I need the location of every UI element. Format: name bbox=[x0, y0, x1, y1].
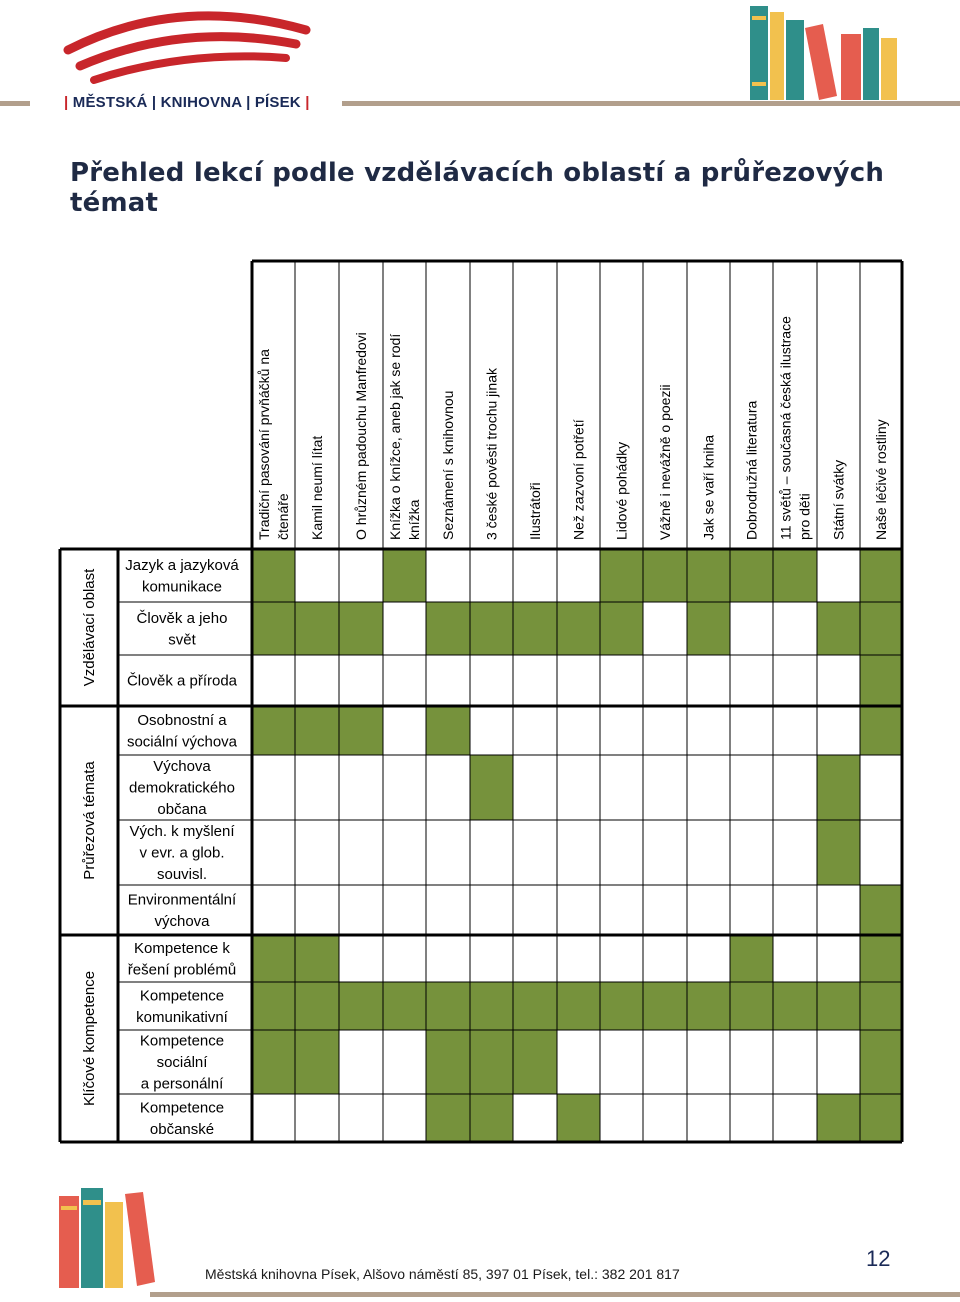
row-label: Kompetence komunikativní bbox=[136, 987, 228, 1026]
cell-checked bbox=[600, 602, 643, 655]
cell-checked bbox=[295, 602, 339, 655]
cell-checked bbox=[600, 982, 643, 1030]
column-header: Tradiční pasování prvňáčků na čtenáře bbox=[256, 349, 291, 540]
cell-checked bbox=[860, 885, 902, 935]
footer-books-icon bbox=[55, 1182, 165, 1290]
cell-checked bbox=[687, 602, 730, 655]
cell-checked bbox=[687, 549, 730, 602]
column-header: Než zazvoní potřetí bbox=[570, 419, 587, 540]
brand-name: | MĚSTSKÁ | KNIHOVNA | PÍSEK | bbox=[64, 94, 310, 111]
column-header: Jak se vaří kniha bbox=[700, 434, 717, 540]
cell-checked bbox=[600, 549, 643, 602]
cell-checked bbox=[860, 602, 902, 655]
cell-checked bbox=[383, 549, 426, 602]
row-label: Jazyk a jazyková komunikace bbox=[125, 556, 239, 596]
column-header: Vážně i nevážně o poezii bbox=[657, 384, 673, 540]
footer-rule bbox=[150, 1292, 960, 1297]
cell-checked bbox=[295, 935, 339, 982]
cell-checked bbox=[773, 982, 817, 1030]
cell-checked bbox=[730, 549, 773, 602]
cell-checked bbox=[252, 549, 295, 602]
cell-checked bbox=[339, 982, 383, 1030]
cell-checked bbox=[817, 755, 860, 820]
cell-checked bbox=[773, 549, 817, 602]
cell-checked bbox=[557, 982, 600, 1030]
cell-checked bbox=[470, 982, 513, 1030]
cell-checked bbox=[557, 1094, 600, 1142]
cell-checked bbox=[252, 935, 295, 982]
cell-checked bbox=[730, 935, 773, 982]
cell-checked bbox=[860, 549, 902, 602]
brand-text: MĚSTSKÁ | KNIHOVNA | PÍSEK bbox=[72, 94, 301, 111]
cell-checked bbox=[643, 549, 687, 602]
cell-checked bbox=[470, 1030, 513, 1094]
cell-checked bbox=[426, 982, 470, 1030]
row-label: Člověk a příroda bbox=[126, 672, 238, 690]
footer-address: Městská knihovna Písek, Alšovo náměstí 85, 397 01 Písek, tel.: 382 201 817 bbox=[205, 1266, 680, 1282]
cell-checked bbox=[513, 602, 557, 655]
group-label: Klíčové kompetence bbox=[81, 970, 98, 1107]
column-header: Knížka o knížce, aneb jak se rodí knížka bbox=[387, 333, 422, 540]
row-label: Člověk a jeho svět bbox=[136, 609, 228, 649]
cell-checked bbox=[860, 655, 902, 706]
cell-checked bbox=[817, 820, 860, 885]
cell-checked bbox=[426, 1030, 470, 1094]
cell-checked bbox=[643, 982, 687, 1030]
cell-checked bbox=[860, 1094, 902, 1142]
cell-checked bbox=[426, 706, 470, 755]
cell-checked bbox=[426, 1094, 470, 1142]
cell-checked bbox=[252, 1030, 295, 1094]
row-label: Výchova demokratického občana bbox=[129, 758, 235, 818]
cell-checked bbox=[687, 982, 730, 1030]
group-label: Vzdělávací oblast bbox=[81, 568, 98, 687]
cell-checked bbox=[426, 602, 470, 655]
row-label: Vých. k myšlení v evr. a glob. souvisl. bbox=[129, 823, 235, 883]
row-label: Kompetence sociální a personální bbox=[139, 1032, 225, 1093]
column-header: 11 světů – současná česká ilustrace pro děti bbox=[777, 316, 813, 540]
cell-checked bbox=[252, 602, 295, 655]
column-header: Naše léčivé rostliny bbox=[873, 419, 889, 540]
cell-checked bbox=[339, 602, 383, 655]
cell-checked bbox=[817, 982, 860, 1030]
cell-checked bbox=[339, 706, 383, 755]
cell-checked bbox=[860, 982, 902, 1030]
cell-checked bbox=[817, 602, 860, 655]
column-header: Ilustrátoři bbox=[527, 482, 543, 540]
cell-checked bbox=[383, 982, 426, 1030]
cell-checked bbox=[252, 982, 295, 1030]
column-header: 3 české pověsti trochu jinak bbox=[483, 368, 500, 540]
cell-checked bbox=[470, 602, 513, 655]
column-header: O hrůzném padouchu Manfredovi bbox=[353, 332, 369, 540]
cell-checked bbox=[860, 706, 902, 755]
column-header: Kamil neumí lítat bbox=[309, 435, 325, 540]
group-label: Průřezová témata bbox=[81, 761, 98, 880]
row-label: Kompetence k řešení problémů bbox=[127, 939, 237, 979]
cell-checked bbox=[860, 1030, 902, 1094]
cell-checked bbox=[513, 1030, 557, 1094]
cell-checked bbox=[860, 935, 902, 982]
page-number: 12 bbox=[866, 1246, 891, 1271]
cell-checked bbox=[817, 1094, 860, 1142]
page-title: Přehled lekcí podle vzdělávacích oblastí a průřezových témat bbox=[70, 158, 885, 218]
cell-checked bbox=[730, 982, 773, 1030]
row-label: Osobnostní a sociální výchova bbox=[126, 711, 238, 751]
column-header: Lidové pohádky bbox=[613, 441, 630, 540]
cell-checked bbox=[557, 602, 600, 655]
row-label: Environmentální výchova bbox=[127, 891, 237, 930]
cell-checked bbox=[513, 982, 557, 1030]
column-header: Dobrodružná literatura bbox=[743, 400, 760, 540]
row-label: Kompetence občanské bbox=[139, 1099, 225, 1138]
cell-checked bbox=[295, 982, 339, 1030]
cell-checked bbox=[252, 706, 295, 755]
column-header: Státní svátky bbox=[830, 459, 847, 540]
cell-checked bbox=[295, 706, 339, 755]
cell-checked bbox=[470, 1094, 513, 1142]
cell-checked bbox=[295, 1030, 339, 1094]
column-header: Seznámení s knihovnou bbox=[440, 390, 456, 540]
cell-checked bbox=[470, 755, 513, 820]
